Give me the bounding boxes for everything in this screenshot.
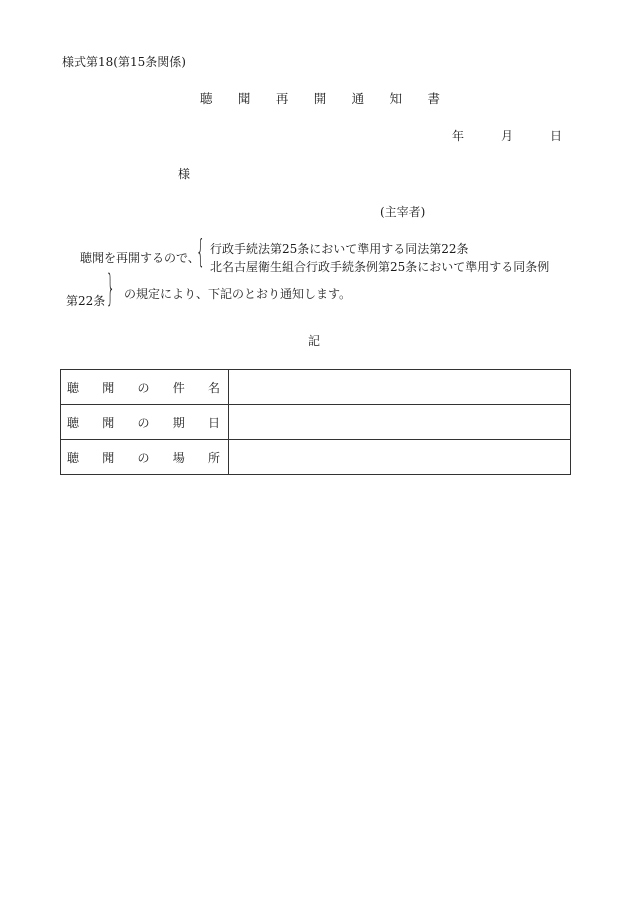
body-tail: の規定により、下記のとおり通知します。 [124,287,352,301]
document-title [200,93,440,106]
addressee-suffix: 様 [178,167,191,181]
label-char: 聴 [67,450,80,465]
label-char: 件 [172,380,185,395]
label-char: 日 [207,415,220,430]
law-option-1: 行政手続法第25条において準用する同法第22条 [210,242,469,256]
table-row [61,370,571,405]
title-char: 知 [389,91,403,106]
title-char: 書 [427,91,440,106]
row-label [61,440,229,475]
label-char: の [137,415,150,430]
title-char: 聞 [237,91,251,106]
label-char: 聞 [102,450,115,465]
table-row [61,440,571,475]
hearing-place-field[interactable] [229,440,571,475]
row-label [61,370,229,405]
label-char: 聞 [102,380,115,395]
date-line [452,130,562,142]
label-char: 期 [172,415,185,430]
row-label [61,405,229,440]
right-brace-icon: } [106,269,115,311]
label-char: 聞 [102,415,115,430]
label-char: の [137,450,150,465]
title-char: 再 [275,91,289,106]
label-char: 聴 [67,415,80,430]
label-char: 名 [207,380,220,395]
date-month: 月 [500,129,513,143]
label-char: 所 [207,450,220,465]
label-char: の [137,380,150,395]
hearing-date-field[interactable] [229,405,571,440]
form-number-label: 様式第18(第15条関係) [62,55,186,69]
label-char: 場 [172,450,185,465]
ki-heading: 記 [308,334,321,348]
title-char: 聴 [200,91,213,106]
law-option-2: 北名古屋衛生組合行政手続条例第25条において準用する同条例 [210,260,550,274]
date-year: 年 [452,129,465,143]
body-intro: 聴聞を再開するので、 [80,251,200,265]
hearing-details-table [60,369,571,475]
organizer-label: (主宰者) [380,205,426,219]
label-char: 聴 [67,380,80,395]
date-day: 日 [549,129,562,143]
title-char: 通 [351,91,365,106]
title-char: 開 [313,91,327,106]
hearing-subject-field[interactable] [229,370,571,405]
left-brace-icon: { [196,234,205,272]
body-article: 第22条 [66,294,106,308]
table-row [61,405,571,440]
